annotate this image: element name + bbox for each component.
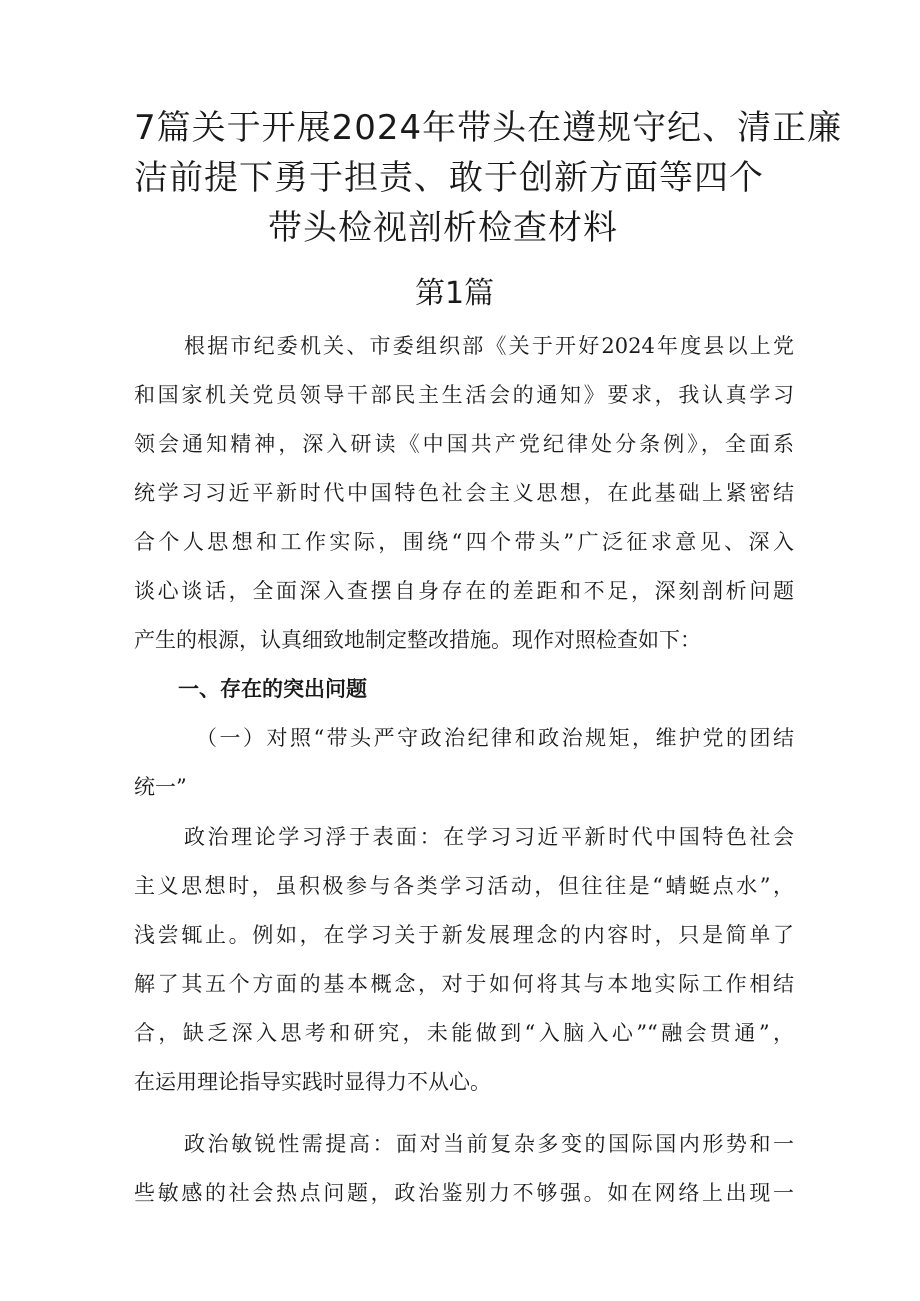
paragraph-line: 政治理论学习浮于表面：在学习习近平新时代中国特色社会 [184,825,794,849]
paragraph-line: 些敏感的社会热点问题，政治鉴别力不够强。如在网络上出现一 [134,1181,794,1205]
paragraph-line: 谈心谈话，全面深入查摆自身存在的差距和不足，深刻剖析问题 [134,579,794,603]
paragraph-line: 和国家机关党员领导干部民主生活会的通知》要求，我认真学习 [134,383,794,407]
part-heading: 第1篇 [415,276,495,311]
section-heading: 一、存在的突出问题 [178,677,367,701]
document-title-line-3: 带头检视剖析检查材料 [268,208,618,248]
paragraph-line: 政治敏锐性需提高：面对当前复杂多变的国际国内形势和一 [184,1132,794,1156]
document-title-line-1: 7篇关于开展2024年带头在遵规守纪、清正廉 [134,108,843,148]
document-title-line-2: 洁前提下勇于担责、敢于创新方面等四个 [134,158,764,198]
paragraph-line: 领会通知精神，深入研读《中国共产党纪律处分条例》，全面系 [134,432,794,456]
paragraph-line: 浅尝辄止。例如，在学习关于新发展理念的内容时，只是简单了 [134,923,794,947]
paragraph-line: 产生的根源，认真细致地制定整改措施。现作对照检查如下： [134,628,701,652]
paragraph-line: 解了其五个方面的基本概念，对于如何将其与本地实际工作相结 [134,972,794,996]
paragraph-line: 根据市纪委机关、市委组织部《关于开好2024年度县以上党 [184,334,794,358]
paragraph-line: 主义思想时，虽积极参与各类学习活动，但往往是“蜻蜓点水”， [134,874,794,898]
paragraph-line: 在运用理论指导实践时显得力不从心。 [134,1070,491,1094]
subsection-heading-line: （一）对照“带头严守政治纪律和政治规矩，维护党的团结 [196,726,794,750]
subsection-heading-line: 统一” [134,775,187,799]
paragraph-line: 合个人思想和工作实际，围绕“四个带头”广泛征求意见、深入 [134,530,794,554]
paragraph-line: 合，缺乏深入思考和研究，未能做到“入脑入心”“融会贯通”， [134,1021,794,1045]
paragraph-line: 统学习习近平新时代中国特色社会主义思想，在此基础上紧密结 [134,481,794,505]
